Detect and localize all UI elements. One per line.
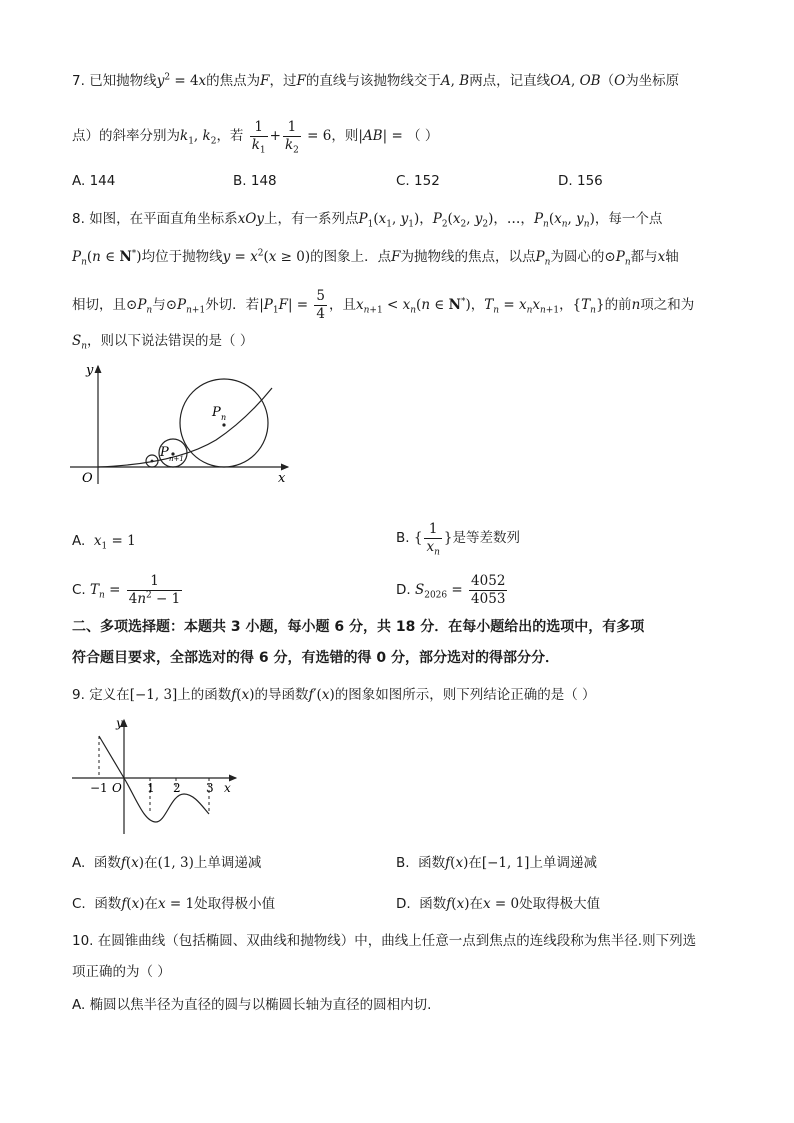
q7-option-d[interactable]: D. 156	[558, 173, 603, 189]
q9-figure	[66, 714, 246, 838]
q8-figure	[66, 360, 296, 490]
q8-fig-pn: P	[212, 405, 221, 420]
q9-option-d[interactable]: D. 函数f(x)在x = 0处取得极大值	[396, 896, 601, 912]
q10-line1: 10. 在圆锥曲线（包括椭圆、双曲线和抛物线）中，曲线上任意一点到焦点的连线段称为焦半径.则下列选	[72, 933, 697, 949]
q8-line4: $S_n$，则以下说法错误的是（ ）	[72, 333, 254, 352]
svg-text:2: 2	[173, 781, 181, 795]
svg-text:−1: −1	[90, 781, 108, 795]
svg-text:n+1: n+1	[169, 455, 184, 463]
svg-text:3: 3	[206, 781, 214, 795]
q8-parabola	[98, 388, 272, 467]
q10-number: 10.	[72, 933, 94, 949]
section2-header-line2: 符合题目要求，全部选对的得 6 分，有选错的得 0 分，部分选对的得部分分．	[72, 650, 559, 666]
q8-line1: 8. 如图，在平面直角坐标系xOy上，有一系列点$P_1(x_1$, $y_1$)，$P_2(x_2$, $y_2$)，…，$P_n(x_n$, $y_n$)，每一个点	[72, 211, 663, 230]
q7-option-b[interactable]: B. 148	[233, 173, 277, 189]
q9-option-a[interactable]: A. 函数f(x)在(1, 3)上单调递减	[72, 855, 262, 871]
q8-circle-pn	[180, 379, 268, 467]
q7-number: 7.	[72, 73, 85, 89]
q8-fig-y: y	[86, 363, 94, 378]
q10-line2: 项正确的为（ ）	[72, 964, 171, 980]
q8-fig-pn1: P	[160, 445, 169, 460]
q7-option-c[interactable]: C. 152	[396, 173, 440, 189]
q9-option-c[interactable]: C. 函数f(x)在x = 1处取得极小值	[72, 896, 276, 912]
q7-option-a[interactable]: A. 144	[72, 173, 116, 189]
q10-option-a[interactable]: A. 椭圆以焦半径为直径的圆与以椭圆长轴为直径的圆相内切.	[72, 997, 432, 1013]
q8-option-a[interactable]: A. $x_1 = 1$	[72, 533, 136, 552]
q9-derivative-curve	[99, 736, 209, 822]
q8-fig-o: O	[82, 471, 93, 486]
q8-fig-x: x	[278, 471, 286, 486]
q8-line2: $P_n(n$ ∈ N*)均位于抛物线$y = x^2(x \ge 0)$的图象上．点F为抛物线的焦点，以点$P_n$为圆心的$⊙P_n$都与x轴	[72, 248, 679, 268]
q7-line1: 7. 已知抛物线$y^2 = 4x$的焦点为F，过F的直线与该抛物线交于A, B两点，记直线OA, OB（O为坐标原	[72, 72, 680, 89]
q9-line1: 9. 定义在[−1, 3]上的函数f(x)的导函数f′(x)的图象如图所示，则下列结论正确的是（ ）	[72, 687, 596, 703]
svg-text:1: 1	[147, 781, 155, 795]
q9-option-b[interactable]: B. 函数f(x)在[−1, 1]上单调递减	[396, 855, 597, 871]
q9-number: 9.	[72, 687, 85, 703]
q8-option-b[interactable]: B. { $\frac{1}{x_n}$ }是等差数列	[396, 520, 520, 558]
q8-option-c[interactable]: C. $T_n$ = $\frac{1}{4n^2 - 1}$	[72, 572, 181, 607]
q9-fig-y: y	[116, 716, 123, 730]
q7-line2: 点）的斜率分别为$k_1$, $k_2$，若 $\frac{1}{k_1}$ + $\frac{1}{k_2}$ = 6，则|AB| = （ ）	[72, 118, 439, 156]
q8-number: 8.	[72, 211, 85, 227]
q9-fig-x: x	[224, 781, 231, 795]
q9-fig-o: O	[112, 781, 122, 795]
q8-option-d[interactable]: D. $S_{2026}$ = $\frac{4052}{4053}$	[396, 572, 506, 607]
svg-text:n: n	[221, 413, 227, 422]
q8-line3: 相切，且$⊙P_n$与$⊙P_{n+1}$外切．若$|P_1F|$ = $\frac{5}{4}$ ，且$x_{n+1} < x_n(n$ ∈ N*)，$T_n = x_nx_{n+1}$，$\{T_n\}$的前n项之和为	[72, 287, 695, 322]
section2-header-line1: 二、多项选择题：本题共 3 小题，每小题 6 分，共 18 分．在每小题给出的选项中，有多项	[72, 619, 645, 635]
